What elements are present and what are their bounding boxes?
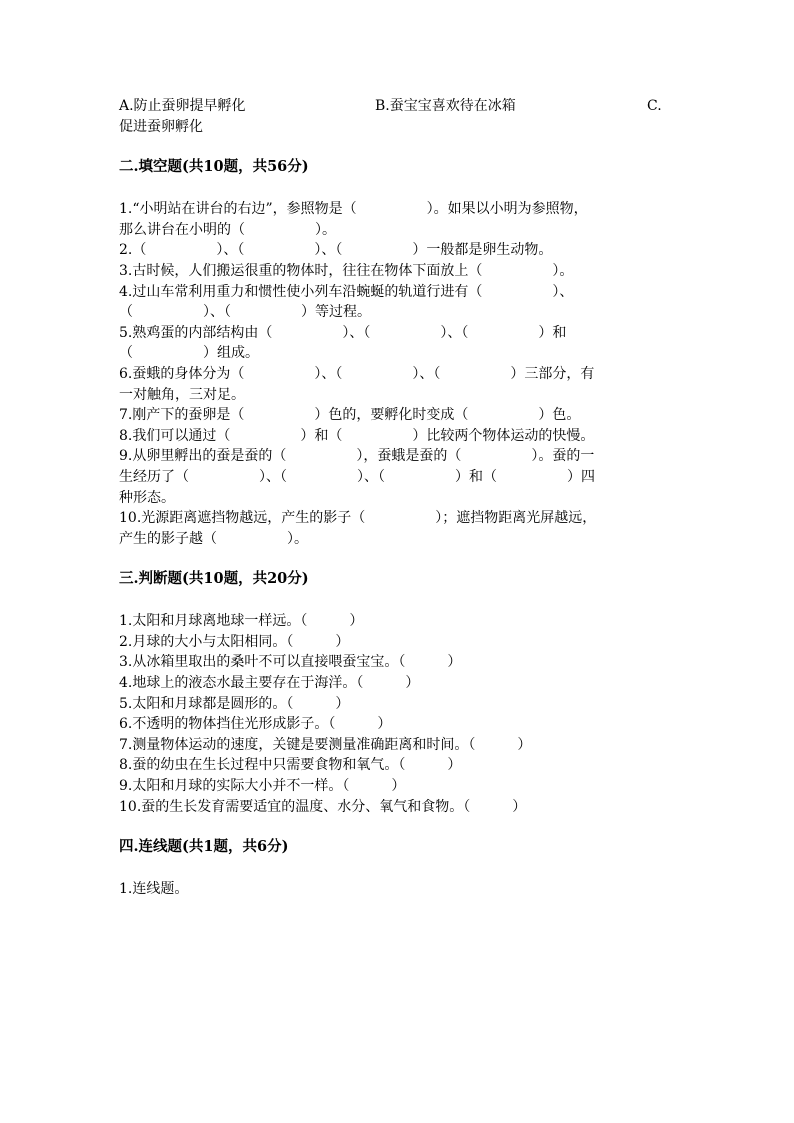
- question-line: 3.古时候，人们搬运很重的物体时，往往在物体下面放上（ ）。: [119, 262, 574, 279]
- question-line: 8.蚕的幼虫在生长过程中只需要食物和氧气。（ ）: [119, 757, 462, 774]
- question-line: 8.我们可以通过（ ）和（ ）比较两个物体运动的快慢。: [119, 427, 595, 444]
- question-line: （ ）、（ ）等过程。: [119, 304, 371, 321]
- question-line: 3.从冰箱里取出的桑叶不可以直接喂蚕宝宝。（ ）: [119, 654, 462, 671]
- question-line: 1.连线题。: [119, 881, 189, 898]
- question-line: 产生的影子越（ ）。: [119, 530, 308, 547]
- question-line: 6.蚕蛾的身体分为（ ）、（ ）、（ ）三部分，有: [119, 365, 595, 382]
- question-line: 9.太阳和月球的实际大小并不一样。（ ）: [119, 778, 406, 795]
- question-line: 一对触角，三对足。: [119, 386, 245, 403]
- question-line: 10.光源距离遮挡物越远，产生的影子（ ）；遮挡物距离光屏越远，: [119, 510, 597, 527]
- section-heading-matching: 四.连线题(共1题，共6分): [119, 838, 289, 856]
- question-line: 种形态。: [119, 489, 175, 506]
- question-line: 10.蚕的生长发育需要适宜的温度、水分、氧气和食物。（ ）: [119, 798, 527, 815]
- question-line: 那么讲台在小明的（ ）。: [119, 221, 336, 238]
- option-a: A.防止蚕卵提早孵化: [119, 98, 246, 114]
- true-false-question-list: [119, 611, 679, 817]
- option-b: B.蚕宝宝喜欢待在冰箱: [375, 98, 516, 114]
- question-line: 9.从卵里孵出的蚕是蚕的（ ），蚕蛾是蚕的（ ）。蚕的一: [119, 448, 595, 465]
- question-line: （ ）组成。: [119, 345, 259, 362]
- question-line: 6.不透明的物体挡住光形成影子。（ ）: [119, 716, 392, 733]
- question-line: 5.太阳和月球都是圆形的。（ ）: [119, 695, 350, 712]
- question-line: 7.刚产下的蚕卵是（ ）色的，要孵化时变成（ ）色。: [119, 407, 581, 424]
- question-line: 2.（ ）、（ ）、（ ）一般都是卵生动物。: [119, 242, 553, 259]
- question-line: 4.地球上的液态水最主要存在于海洋。（ ）: [119, 675, 420, 692]
- section-heading-true-false: 三.判断题(共10题，共20分): [119, 570, 309, 588]
- question-line: 2.月球的大小与太阳相同。（ ）: [119, 633, 350, 650]
- question-line: 5.熟鸡蛋的内部结构由（ ）、（ ）、（ ）和: [119, 324, 567, 341]
- matching-question-list: [119, 879, 679, 900]
- option-c-continuation: 促进蚕卵孵化: [119, 118, 203, 135]
- question-line: 7.测量物体运动的速度，关键是要测量准确距离和时间。（ ）: [119, 736, 532, 753]
- section-heading-fill-in: 二.填空题(共10题，共56分): [119, 158, 309, 176]
- fill-in-question-list: [119, 199, 679, 549]
- question-line: 1.太阳和月球离地球一样远。（ ）: [119, 613, 364, 630]
- option-c: C.: [647, 98, 662, 114]
- question-line: 1.“小明站在讲台的右边”，参照物是（ ）。如果以小明为参照物，: [119, 201, 588, 218]
- choice-options-row: [119, 96, 679, 117]
- page-content: [119, 96, 679, 900]
- question-line: 生经历了（ ）、（ ）、（ ）和（ ）四: [119, 468, 595, 485]
- question-line: 4.过山车常利用重力和惯性使小列车沿蜿蜒的轨道行进有（ ）、: [119, 283, 574, 300]
